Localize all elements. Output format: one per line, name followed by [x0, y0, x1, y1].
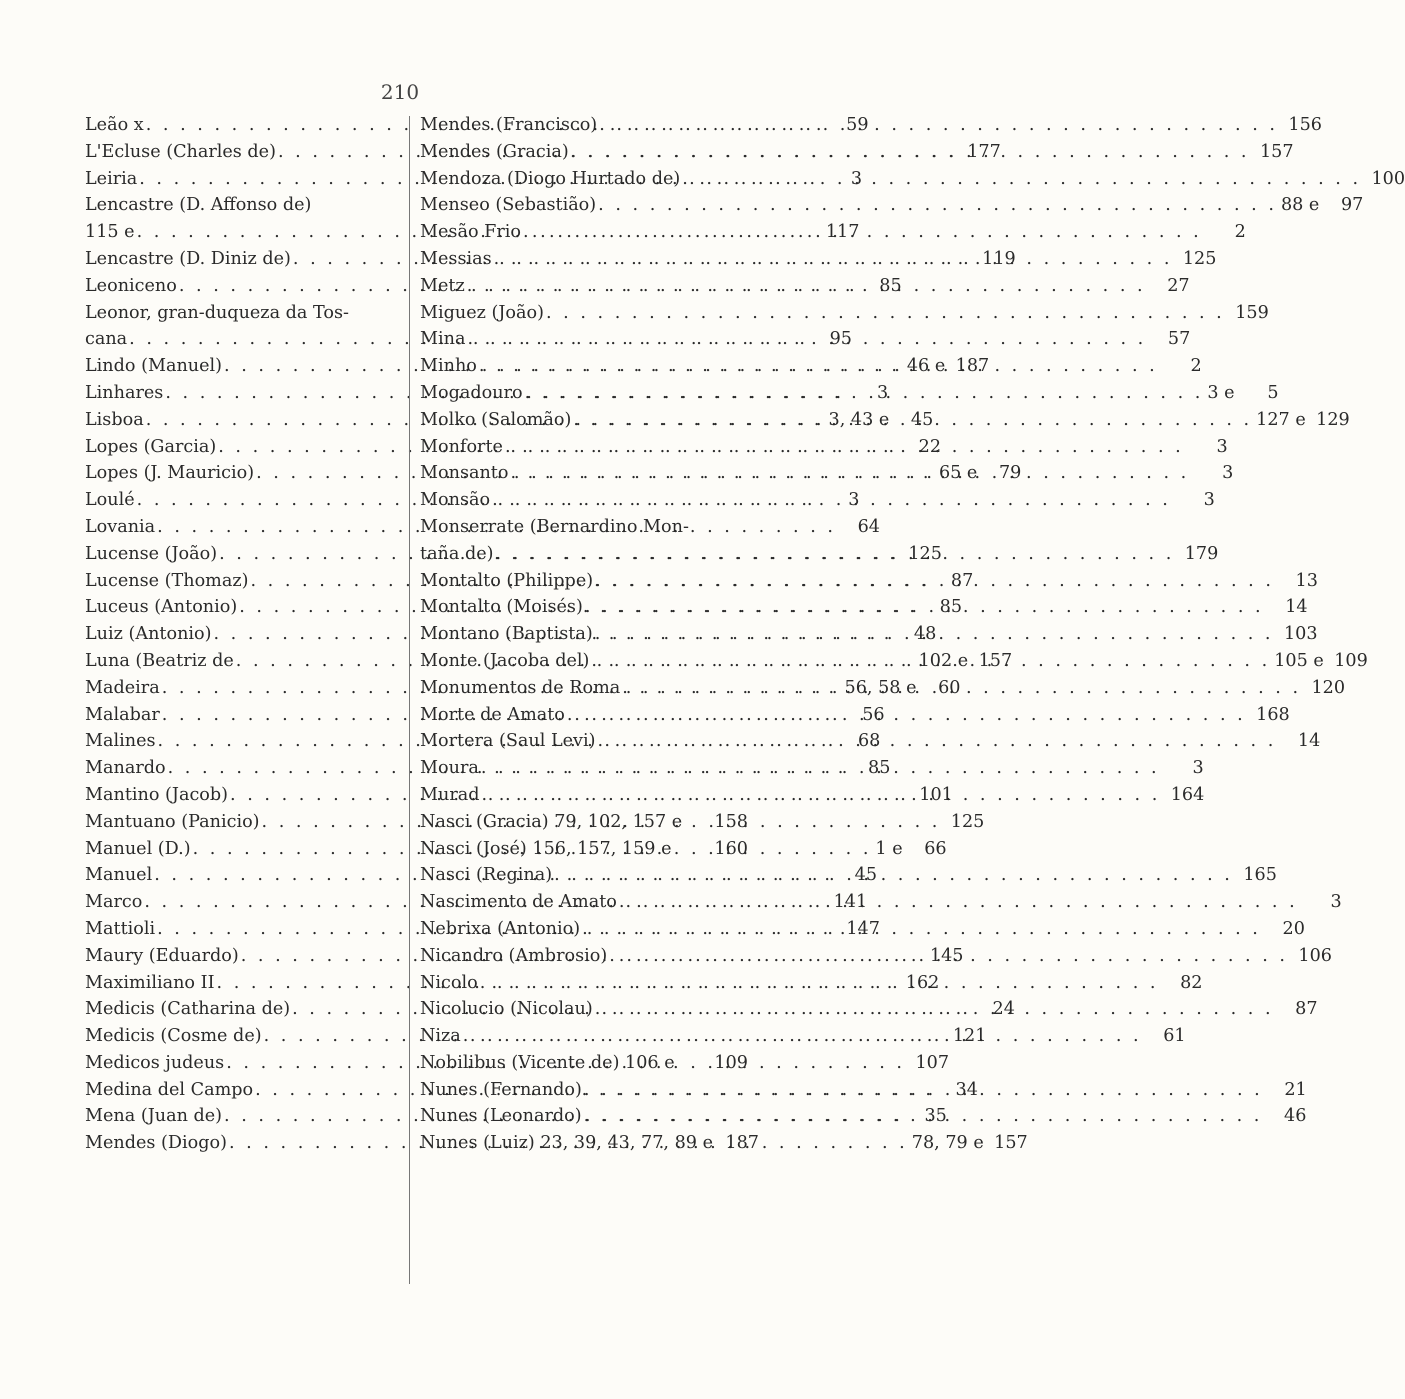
entry-name: Monumentos de Roma	[420, 677, 621, 698]
dot-leader	[595, 728, 1276, 755]
entry-name: taña de)	[420, 543, 494, 564]
entry-page: 82	[1180, 972, 1203, 993]
dot-leader	[480, 782, 1161, 809]
dot-leader	[593, 568, 1274, 595]
dot-leader	[582, 1103, 1263, 1130]
entry-page: 165	[1243, 865, 1277, 886]
entry-page: 106	[1298, 945, 1332, 966]
dot-leader	[607, 943, 1288, 970]
entry-name: Nasci (José) 156, 157, 159 e	[420, 838, 672, 859]
entry-page: 3	[848, 490, 860, 511]
dot-leader	[465, 326, 1146, 353]
entry-page: 64	[857, 516, 880, 537]
entry-name: Mina	[420, 329, 466, 350]
entry-page: 56	[862, 704, 885, 725]
dot-leader	[523, 380, 1204, 407]
entry-name: Mattioli	[85, 918, 156, 939]
entry-name: Nicolo	[420, 972, 478, 993]
entry-page: 117	[825, 222, 860, 243]
entry-name: Lovania	[85, 516, 156, 537]
entry-name: Nunes (Fernando)	[420, 1079, 582, 1100]
entry-page: 21	[1284, 1079, 1307, 1100]
index-entry	[420, 836, 748, 863]
entry-name: Maximiliano II	[85, 972, 215, 993]
page-number: 210	[380, 80, 420, 104]
entry-page: 3	[1222, 463, 1234, 484]
entry-name: Leonor, gran-duqueza da Tos-	[85, 302, 349, 323]
entry-page: 2	[1234, 222, 1246, 243]
dot-leader	[580, 916, 1261, 943]
entry-name: Montano (Baptista)	[420, 624, 593, 645]
entry-references: 56, 58 e	[844, 677, 917, 698]
entry-page: 177	[967, 141, 1001, 162]
entry-page: 168	[1256, 704, 1290, 725]
entry-name: Leão x	[85, 115, 144, 135]
entry-page: 187	[725, 1133, 760, 1154]
entry-name: Nicandro (Ambrosio)	[420, 945, 608, 966]
column-divider	[409, 116, 410, 1284]
dot-leader	[494, 541, 1175, 568]
dot-leader	[680, 166, 1361, 193]
entry-name: Luiz (Antonio)	[85, 624, 212, 645]
dot-leader	[503, 434, 1184, 461]
entry-name: Murad	[420, 784, 480, 805]
entry-name: Maury (Eduardo)	[85, 945, 239, 966]
dot-leader	[552, 862, 1233, 889]
entry-references: 105 e	[1274, 650, 1324, 671]
entry-page: 2	[1190, 356, 1202, 377]
entry-page: 79	[998, 463, 1022, 484]
entry-name: Nunes (Leonardo)	[420, 1106, 582, 1127]
entry-page: 57	[1167, 329, 1191, 350]
entry-name: Monforte	[420, 436, 503, 457]
dot-leader	[582, 1077, 1263, 1104]
entry-page: 3	[850, 168, 863, 189]
entry-name: L'Ecluse (Charles de)	[85, 141, 276, 162]
entry-page: 125	[950, 811, 985, 832]
entry-references: 88 e	[1280, 195, 1320, 216]
entry-name: Lisboa	[85, 409, 144, 430]
entry-name: Malabar	[85, 704, 160, 725]
dot-leader	[544, 300, 1225, 327]
dot-leader	[593, 621, 1274, 648]
dot-leader	[521, 219, 1202, 246]
entry-name: Monte (Jacoba del)	[420, 650, 590, 671]
entry-name: Linhares	[85, 382, 164, 403]
dot-leader	[593, 996, 1274, 1023]
entry-page: 46	[1284, 1106, 1307, 1127]
entry-name: Manuel (D.)	[85, 838, 191, 859]
entry-page: 157	[994, 1133, 1028, 1154]
entry-page: 109	[714, 1052, 748, 1073]
entry-name: Medicis (Catharina de)	[85, 999, 291, 1020]
entry-name: Lucense (Thomaz)	[85, 570, 249, 591]
entry-name: Moura	[420, 758, 479, 779]
entry-page: 100	[1371, 168, 1405, 189]
entry-page: 45	[910, 409, 934, 430]
entry-page: 159	[1235, 302, 1269, 323]
entry-page: 34	[955, 1079, 978, 1100]
entry-name: Madeira	[85, 677, 160, 698]
entry-name: Molko (Salomão)	[420, 409, 572, 430]
entry-name: Loulé	[85, 490, 135, 511]
entry-page: 3	[1203, 490, 1215, 511]
index-entry	[420, 1050, 748, 1077]
entry-name: Montalto (Philippe)	[420, 570, 594, 591]
entry-page: 61	[1163, 1026, 1186, 1047]
entry-name: Manardo	[85, 758, 166, 779]
entry-page: 157	[1259, 141, 1294, 162]
dot-leader	[565, 702, 1246, 729]
entry-page: 119	[982, 248, 1016, 269]
dot-leader	[589, 648, 1270, 675]
entry-name: Niza	[420, 1026, 461, 1047]
entry-name: Marco	[85, 892, 143, 913]
dot-leader	[492, 246, 1173, 273]
entry-page: 13	[1295, 570, 1318, 591]
entry-references: 3, 43 e	[828, 409, 890, 430]
entry-page: 120	[1311, 677, 1346, 698]
entry-page: 85	[868, 758, 891, 779]
entry-name: Mendes (Gracia)	[420, 141, 569, 162]
entry-page: 14	[1297, 731, 1321, 752]
entry-references: 1 e	[875, 838, 903, 859]
entry-name: Nunes (Luiz) 23, 39, 43, 77, 89 e	[420, 1133, 714, 1154]
entry-page: 35	[924, 1106, 947, 1127]
entry-page: 59	[846, 115, 869, 135]
entry-name: Metz	[420, 275, 465, 296]
entry-name: Mendes (Francisco)	[420, 115, 598, 135]
entry-name: Nasci (Regina)	[420, 865, 553, 886]
index-entry	[420, 809, 748, 836]
entry-page: 164	[1170, 784, 1205, 805]
entry-page: 14	[1285, 597, 1308, 618]
dot-leader	[596, 192, 1277, 219]
entry-page: 97	[1340, 195, 1364, 216]
entry-name: Nasci (Gracia) 79, 102, 157 e	[420, 811, 683, 832]
entry-page: 3	[1330, 892, 1342, 913]
entry-name: Lencastre (D. Diniz de)	[85, 248, 291, 269]
entry-page: 3	[876, 382, 889, 403]
entry-page: 22	[918, 436, 942, 457]
dot-leader	[461, 1023, 1142, 1050]
entry-name: 115 e	[85, 222, 135, 243]
index-entry	[85, 300, 403, 327]
dot-leader	[569, 139, 1250, 166]
entry-name: Messias	[420, 248, 492, 269]
entry-page: 85	[879, 275, 902, 296]
entry-name: Mantuano (Panicio)	[85, 811, 260, 832]
entry-references: 78, 79 e	[911, 1133, 984, 1154]
entry-name: Monsanto	[420, 463, 509, 484]
entry-references: 127 e	[1256, 409, 1306, 430]
index-entry	[420, 1130, 760, 1157]
entry-name: Mendes (Diogo)	[85, 1133, 227, 1154]
entry-name: cana	[85, 329, 128, 350]
index-entry	[420, 514, 748, 541]
entry-page: 160	[714, 838, 748, 859]
entry-page: 68	[857, 731, 881, 752]
entry-references: 3 e	[1207, 382, 1235, 403]
entry-name: Minho	[420, 356, 477, 377]
entry-page: 179	[1184, 543, 1219, 564]
index-entry	[420, 192, 1364, 219]
entry-name: Leiria	[85, 168, 138, 189]
entry-name: Luceus (Antonio)	[85, 597, 238, 618]
entry-page: 101	[919, 784, 953, 805]
entry-name: Manuel	[85, 865, 153, 886]
dot-leader	[478, 970, 1159, 997]
index-entry	[420, 380, 1279, 407]
entry-name: Lopes (J. Mauricio)	[85, 463, 255, 484]
dot-leader	[479, 755, 1160, 782]
entry-name: Nicolucio (Nicolau)	[420, 999, 593, 1020]
entry-page: 109	[1334, 650, 1368, 671]
entry-page: 3	[1192, 758, 1204, 779]
entry-page: 60	[938, 677, 961, 698]
entry-page: 125	[908, 543, 942, 564]
entry-page: 156	[1288, 115, 1322, 135]
dot-leader	[465, 273, 1146, 300]
entry-page: 5	[1267, 382, 1279, 403]
entry-name: Mortera (Saul Levi)	[420, 731, 596, 752]
entry-name: Miguez (João)	[420, 302, 544, 323]
entry-name: Leoniceno	[85, 275, 177, 296]
entry-page: 103	[1283, 624, 1318, 645]
entry-page: 121	[952, 1026, 987, 1047]
index-entry	[420, 300, 1269, 327]
entry-name: Morte de Amato	[420, 704, 565, 725]
index-entry	[420, 487, 1215, 514]
entry-page: 162	[905, 972, 940, 993]
entry-references: 46 e	[906, 356, 946, 377]
entry-page: 147	[846, 918, 880, 939]
dot-leader	[477, 353, 1158, 380]
dot-leader	[620, 675, 1301, 702]
entry-page: 95	[829, 329, 852, 350]
entry-page: 125	[1182, 248, 1217, 269]
entry-name: Nobilibus (Vicente de) 106 e	[420, 1052, 675, 1073]
entry-page: 158	[714, 811, 748, 832]
dot-leader	[508, 460, 1189, 487]
entry-page: 145	[929, 945, 964, 966]
entry-name: Medicos judeus	[85, 1052, 225, 1073]
entry-page: 85	[939, 597, 963, 618]
entry-name: Medina del Campo	[85, 1079, 254, 1100]
entry-page: 129	[1316, 409, 1350, 430]
entry-page: 187	[955, 356, 990, 377]
entry-page: 87	[950, 570, 974, 591]
entry-name: Lencastre (D. Affonso de)	[85, 195, 312, 216]
entry-name: Montalto (Moisés)	[420, 597, 583, 618]
dot-leader	[617, 889, 1298, 916]
entry-page: 27	[1167, 275, 1190, 296]
entry-name: Malines	[85, 731, 156, 752]
entry-name: Luna (Beatriz de	[85, 650, 234, 671]
entry-name: Medicis (Cosme de)	[85, 1026, 262, 1047]
entry-page: 107	[915, 1052, 950, 1073]
entry-name: Monserrate (Bernardino Mon-	[420, 516, 689, 537]
entry-name: Lucense (João)	[85, 543, 218, 564]
dot-leader	[571, 407, 1252, 434]
entry-name: Mantino (Jacob)	[85, 784, 229, 805]
entry-name: Lindo (Manuel)	[85, 356, 223, 377]
dot-leader	[597, 112, 1278, 139]
index-entry	[85, 192, 403, 219]
index-entry	[420, 166, 1405, 193]
entry-page: 3	[1216, 436, 1228, 457]
entry-references: 65 e	[938, 463, 978, 484]
entry-page: 157	[978, 650, 1013, 671]
entry-page: 141	[833, 892, 868, 913]
entry-name: Nebrixa (Antonio)	[420, 918, 581, 939]
entry-page: 45	[854, 865, 878, 886]
entry-name: Mena (Juan de)	[85, 1106, 223, 1127]
entry-name: Mesão Frio	[420, 222, 521, 243]
entry-name: Monsão	[420, 490, 491, 511]
entry-name: Nascimento de Amato	[420, 892, 617, 913]
entry-name: Mendoza (Diogo Hurtado de)	[420, 168, 681, 189]
entry-name: Mogadouro	[420, 382, 523, 403]
entry-page: 87	[1295, 999, 1318, 1020]
entry-page: 24	[992, 999, 1015, 1020]
entry-page: 48	[913, 624, 937, 645]
dot-leader	[583, 594, 1264, 621]
dot-leader	[490, 487, 1171, 514]
entry-page: 66	[924, 838, 947, 859]
entry-references: 102 e	[918, 650, 969, 671]
entry-name: Lopes (Garcia)	[85, 436, 217, 457]
entry-page: 20	[1282, 918, 1305, 939]
entry-name: Menseo (Sebastião)	[420, 195, 597, 216]
